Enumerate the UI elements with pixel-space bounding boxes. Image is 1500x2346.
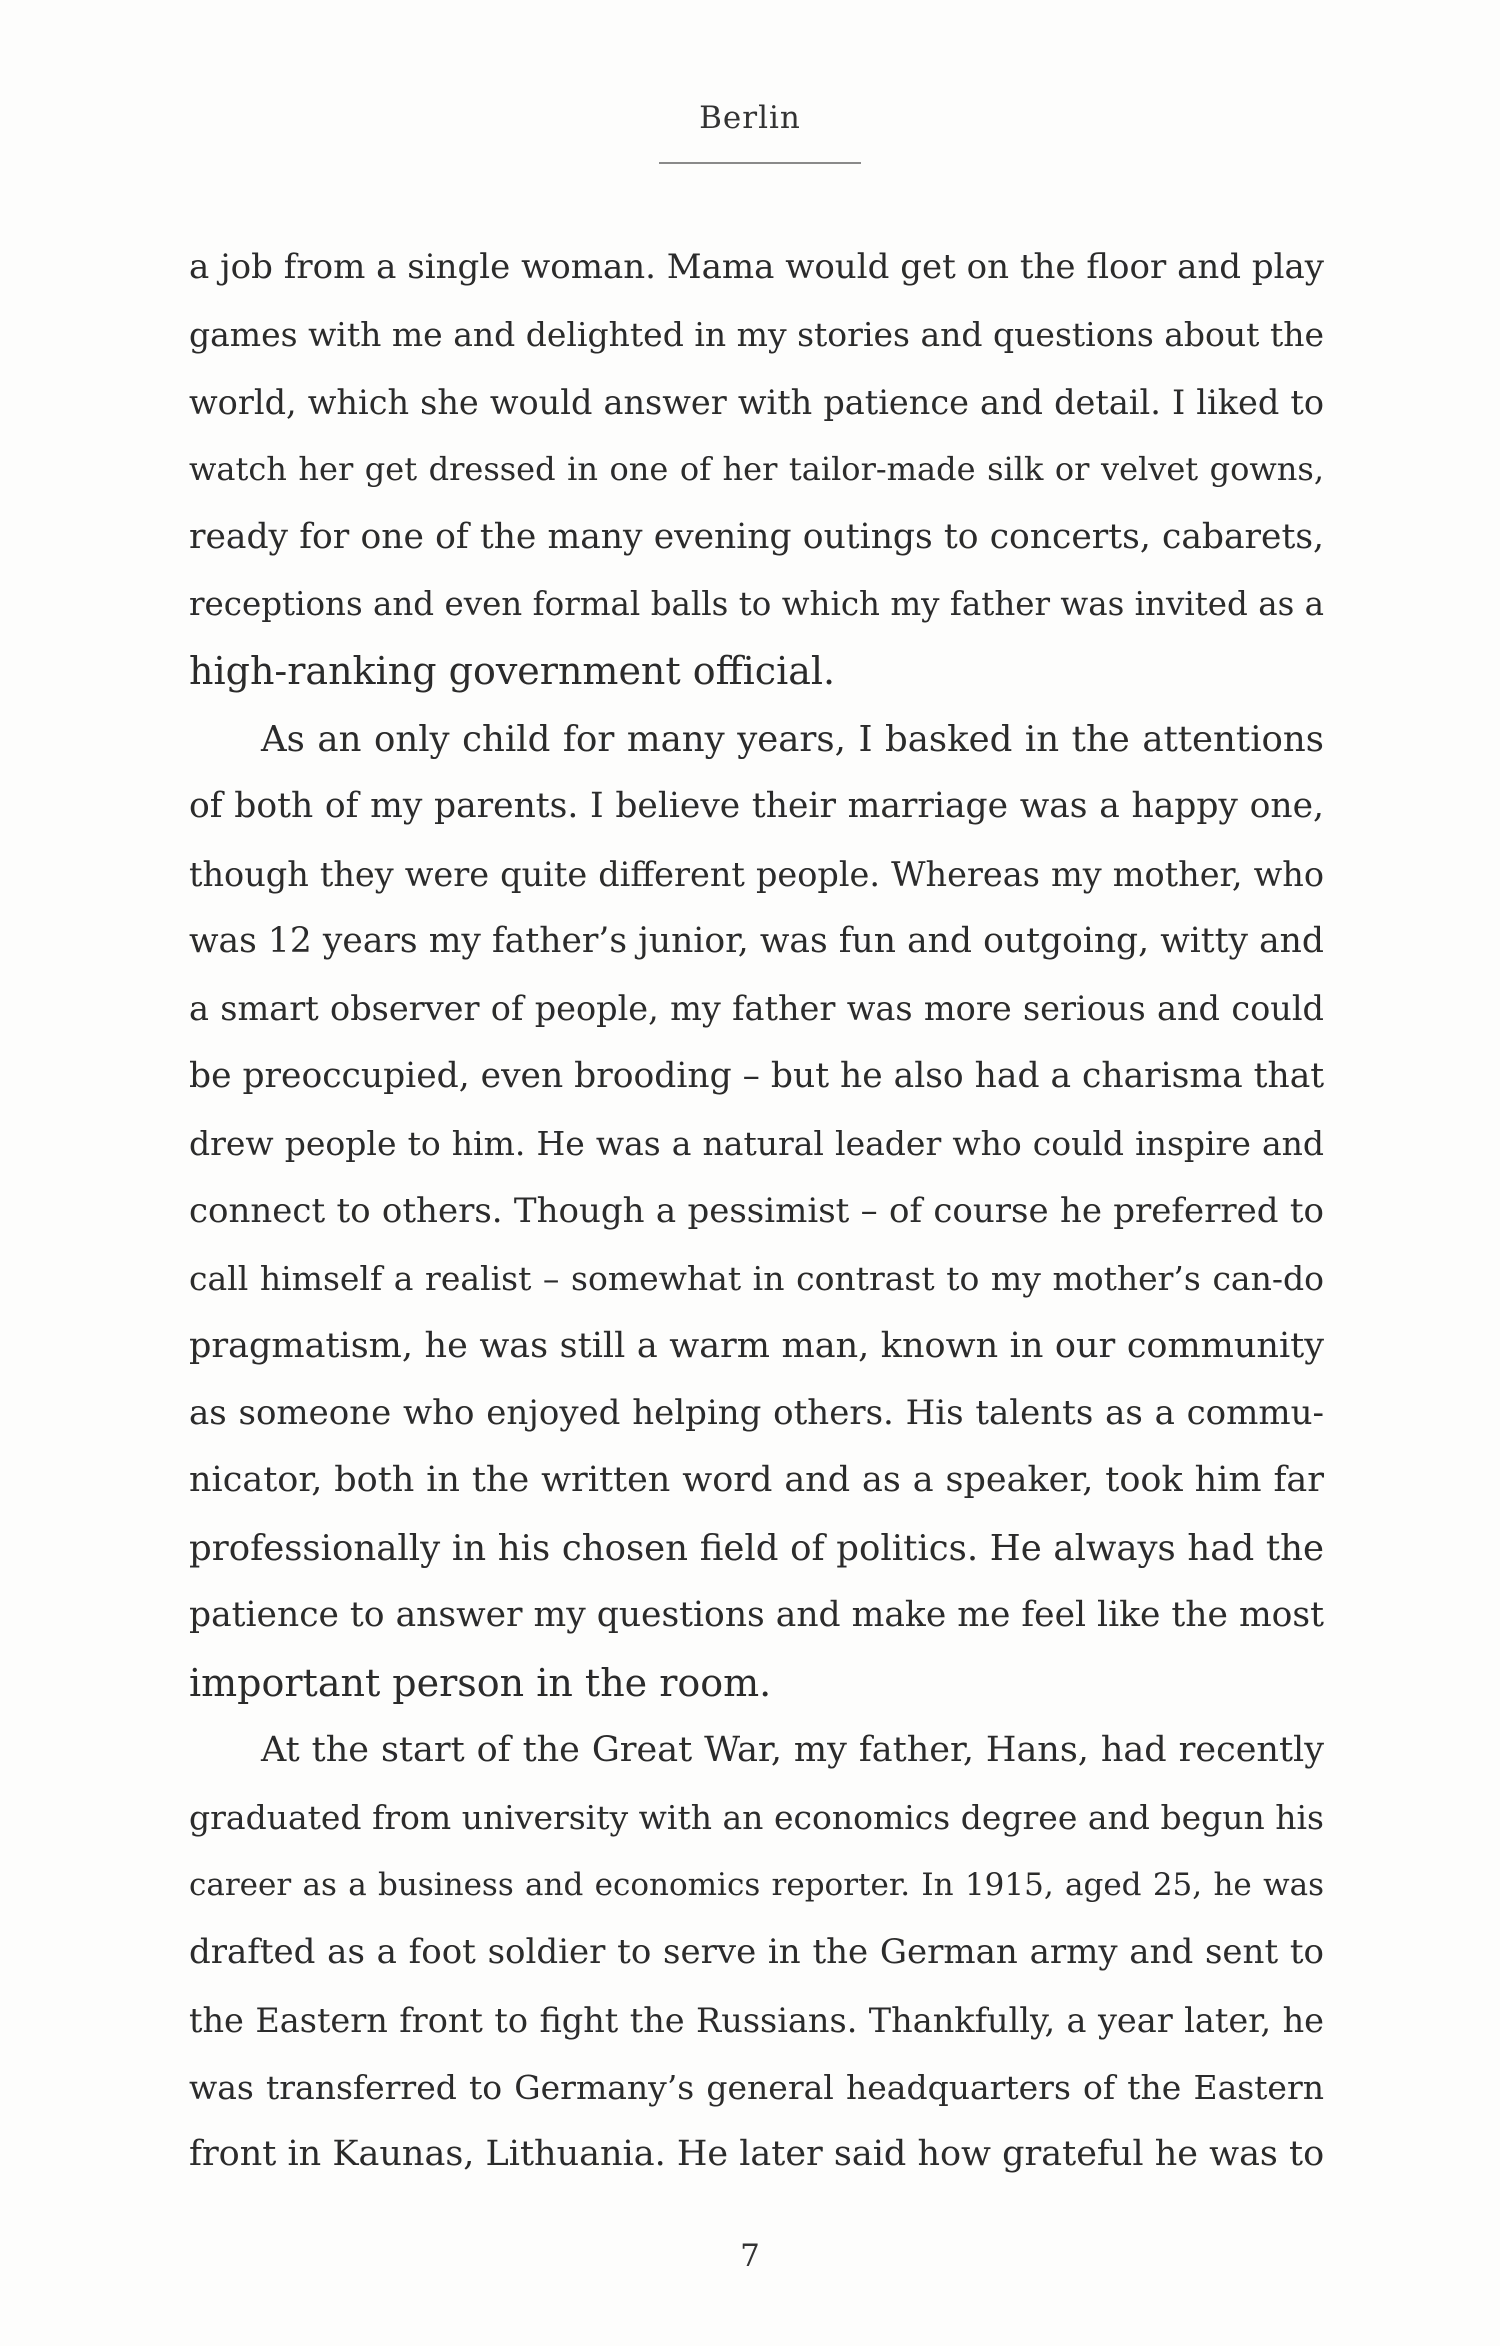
text-line: front in Kaunas, Lithuania. He later said how grateful he was to (189, 2134, 1325, 2175)
text-line: though they were quite different people. Whereas my mother, who (189, 854, 1324, 894)
text-line: professionally in his chosen field of politics. He always had the (189, 1527, 1324, 1569)
text-line: graduated from university with an economics degree and begun his (189, 1798, 1324, 1838)
header-rule (659, 162, 861, 164)
text-line: world, which she would answer with patience and detail. I liked to (189, 382, 1324, 422)
text-line: was transferred to Germany’s general headquarters of the Eastern (189, 2067, 1324, 2107)
text-line: as someone who enjoyed helping others. His talents as a commu- (189, 1392, 1324, 1433)
text-line: call himself a realist – somewhat in contrast to my mother’s can-do (189, 1259, 1324, 1299)
text-line: a job from a single woman. Mama would get on the floor and play (189, 247, 1324, 287)
text-line: nicator, both in the written word and as a speaker, took him far (189, 1460, 1324, 1501)
text-line: drew people to him. He was a natural leader who could inspire and (189, 1124, 1324, 1164)
running-head: Berlin (699, 100, 801, 136)
text-line: pragmatism, he was still a warm man, known in our community (189, 1325, 1324, 1366)
text-line: drafted as a foot soldier to serve in the German army and sent to (189, 1932, 1324, 1973)
text-line: ready for one of the many evening outings to concerts, cabarets, (189, 516, 1324, 557)
paragraph (189, 234, 1324, 706)
text-line: high-ranking government official. (189, 649, 836, 694)
text-line: important person in the room. (189, 1660, 772, 1705)
text-line: watch her get dressed in one of her tailor-made silk or velvet gowns, (189, 450, 1324, 489)
paragraph (189, 1717, 1324, 2189)
text-line: At the start of the Great War, my father, Hans, had recently (261, 1729, 1324, 1770)
text-line: connect to others. Though a pessimist – of course he preferred to (189, 1190, 1324, 1231)
text-line: career as a business and economics reporter. In 1915, aged 25, he was (189, 1866, 1324, 1903)
text-line: be preoccupied, even brooding – but he also had a charisma that (189, 1055, 1325, 1096)
text-line: a smart observer of people, my father was more serious and could (189, 989, 1324, 1029)
text-line: was 12 years my father’s junior, was fun and outgoing, witty and (189, 921, 1324, 962)
text-line: receptions and even formal balls to which my father was invited as a (189, 585, 1324, 624)
text-line: patience to answer my questions and make me feel like the most (189, 1595, 1324, 1636)
page-number: 7 (740, 2238, 760, 2274)
paragraph (189, 706, 1324, 1717)
text-line: the Eastern front to fight the Russians. Thankfully, a year later, he (189, 2000, 1324, 2040)
text-line: games with me and delighted in my stories and questions about the (189, 315, 1324, 355)
text-line: As an only child for many years, I basked in the attentions (261, 718, 1324, 760)
text-line: of both of my parents. I believe their marriage was a happy one, (189, 786, 1324, 827)
body-text (189, 234, 1324, 2189)
